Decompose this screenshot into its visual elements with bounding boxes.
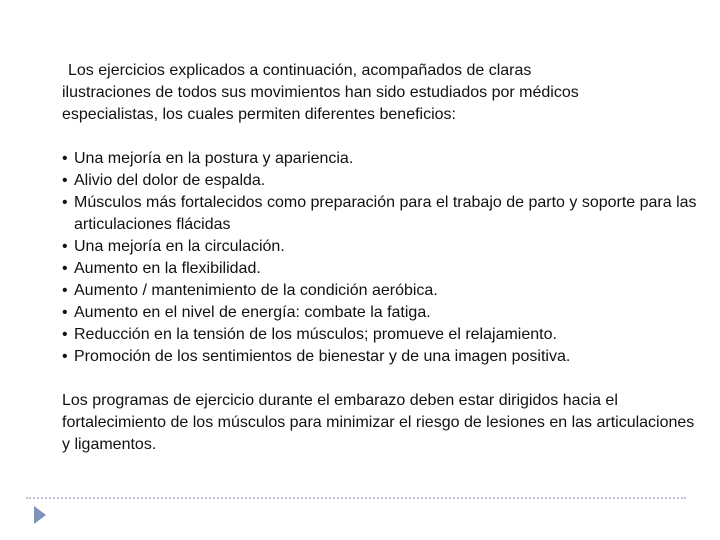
closing-paragraph: Los programas de ejercicio durante el embarazo deben estar dirigidos hacia el fortalecimiento de los músculos para minimizar el riesgo de lesiones en las articulaciones y ligamentos. [62,392,695,453]
bullet-icon: • [62,238,68,255]
list-item-text: Una mejoría en la circulación. [74,238,285,255]
bullet-icon: • [62,282,68,299]
list-item-text: Aumento en la flexibilidad. [74,260,261,277]
intro-line-1: Los ejercicios explicados a continuación, acompañados de claras [68,62,532,79]
intro-line-2: ilustraciones de todos sus movimientos han sido estudiados por médicos [62,84,579,101]
list-item [62,258,702,280]
intro-line-3: especialistas, los cuales permiten diferentes beneficios: [62,106,456,123]
list-item [62,280,702,302]
list-item-text: Aumento / mantenimiento de la condición aeróbica. [74,282,438,299]
bullet-icon: • [62,150,68,167]
benefits-list [62,148,702,368]
list-item [62,170,702,192]
triangle-right-icon[interactable] [34,506,46,524]
list-item-text: Aumento en el nivel de energía: combate la fatiga. [74,304,431,321]
bullet-icon: • [62,194,68,211]
list-item-text: Promoción de los sentimientos de bienestar y de una imagen positiva. [74,348,571,365]
list-item [62,324,702,346]
bullet-icon: • [62,326,68,343]
list-item [62,192,702,236]
bullet-icon: • [62,348,68,365]
list-item-text: Reducción en la tensión de los músculos; promueve el relajamiento. [74,326,557,343]
list-item [62,346,702,368]
list-item [62,302,702,324]
list-item-text: Músculos más fortalecidos como preparación para el trabajo de parto y soporte para las articulaciones flácidas [74,194,697,233]
list-item [62,148,702,170]
slide-content [62,60,702,456]
bullet-icon: • [62,172,68,189]
list-item-text: Una mejoría en la postura y apariencia. [74,150,354,167]
list-item [62,236,702,258]
bullet-icon: • [62,260,68,277]
bullet-icon: • [62,304,68,321]
intro-paragraph [62,60,702,126]
list-item-text: Alivio del dolor de espalda. [74,172,266,189]
footer-divider [26,497,686,499]
